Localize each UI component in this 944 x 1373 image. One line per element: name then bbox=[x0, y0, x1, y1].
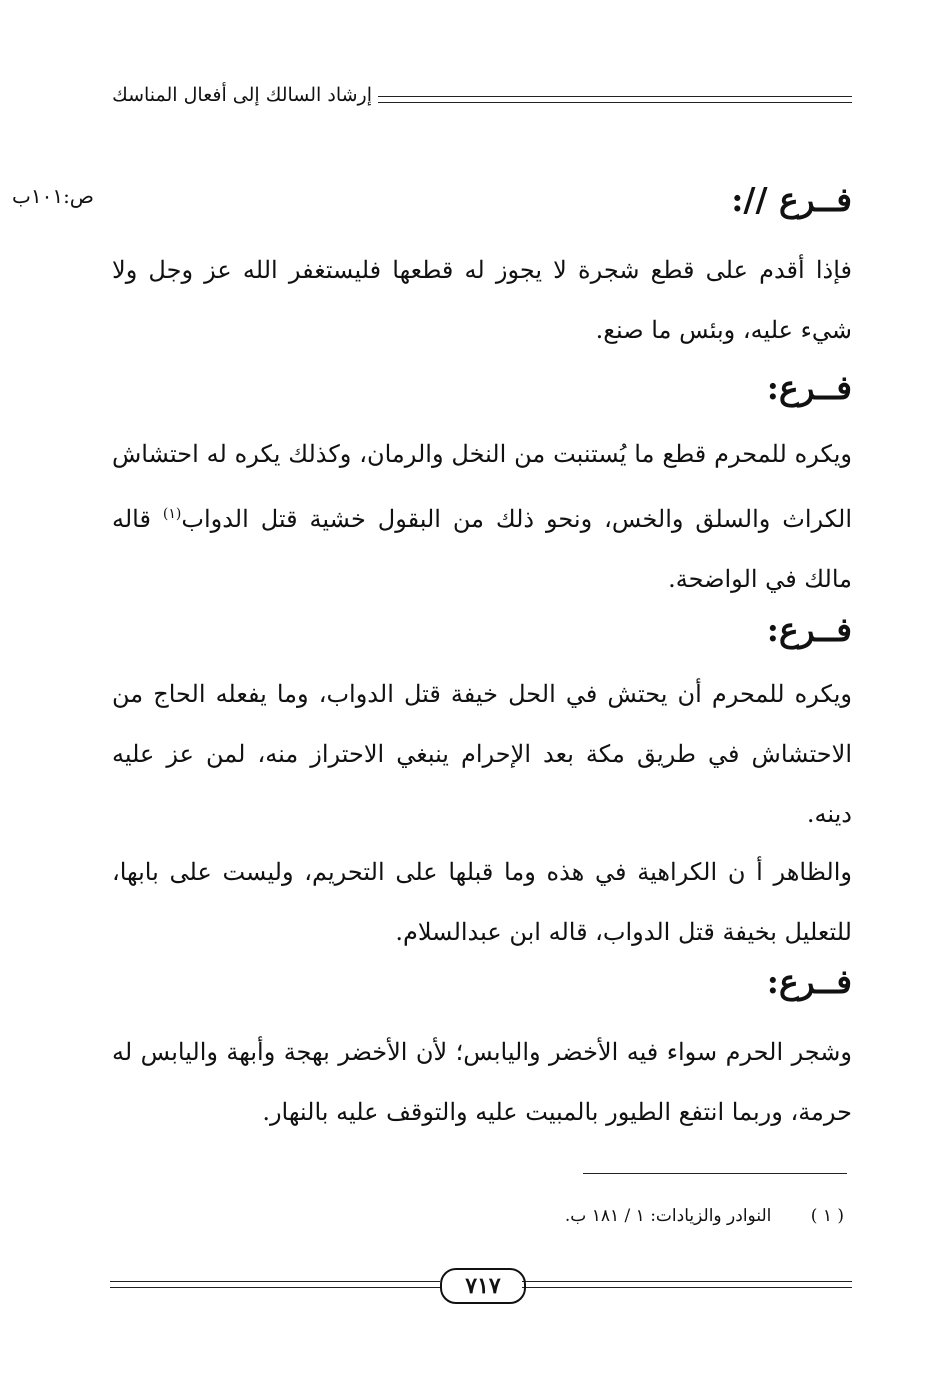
section-heading-4: فــرع: bbox=[766, 962, 852, 1001]
section-2-text-tail: قاله مالك في الواضحة. bbox=[112, 505, 852, 593]
section-2-paragraph bbox=[112, 424, 852, 609]
manuscript-page-note: ص:١٠١ب bbox=[12, 184, 94, 208]
section-4-paragraph: وشجر الحرم سواء فيه الأخضر واليابس؛ لأن الأخضر بهجة وأبهة واليابس له حرمة، وربما انتفع الطيور بالمبيت عليه والتوقف عليه بالنهار. bbox=[112, 1038, 852, 1126]
section-heading-1: فــرع //: bbox=[731, 180, 852, 219]
page-number-rule-right bbox=[522, 1281, 852, 1288]
page-number: ٧١٧ bbox=[440, 1268, 526, 1304]
section-3-paragraph-1: ويكره للمحرم أن يحتش في الحل خيفة قتل الدواب، وما يفعله الحاج من الاحتشاش في طريق مكة بعد الإحرام ينبغي الاحتراز منه، لمن عز عليه دينه. bbox=[112, 680, 852, 828]
section-heading-2: فــرع: bbox=[766, 368, 852, 407]
footnote bbox=[565, 1206, 844, 1226]
section-2-text: ويكره للمحرم قطع ما يُستنبت من النخل والرمان، وكذلك يكره له احتشاش الكراث والسلق والخس، ونحو ذلك من البقول خشية قتل الدواب bbox=[112, 440, 852, 533]
footnote-text: النوادر والزيادات: ١ / ١٨١ ب. bbox=[564, 1206, 772, 1226]
running-header-title: إرشاد السالك إلى أفعال المناسك bbox=[112, 84, 372, 106]
header-rule bbox=[378, 96, 852, 103]
section-1-paragraph: فإذا أقدم على قطع شجرة لا يجوز له قطعها فليستغفر الله عز وجل ولا شيء عليه، وبئس ما صنع. bbox=[112, 256, 852, 344]
page-number-rule-left bbox=[110, 1281, 440, 1288]
section-3-paragraph-2: والظاهر أ ن الكراهية في هذه وما قبلها على التحريم، وليست على بابها، للتعليل بخيفة قتل الدواب، قاله ابن عبدالسلام. bbox=[112, 858, 852, 946]
footnote-number: ( ١ ) bbox=[810, 1206, 844, 1226]
section-heading-3: فــرع: bbox=[766, 610, 852, 649]
footnote-marker: (١) bbox=[162, 506, 182, 522]
footnote-rule bbox=[583, 1173, 847, 1174]
